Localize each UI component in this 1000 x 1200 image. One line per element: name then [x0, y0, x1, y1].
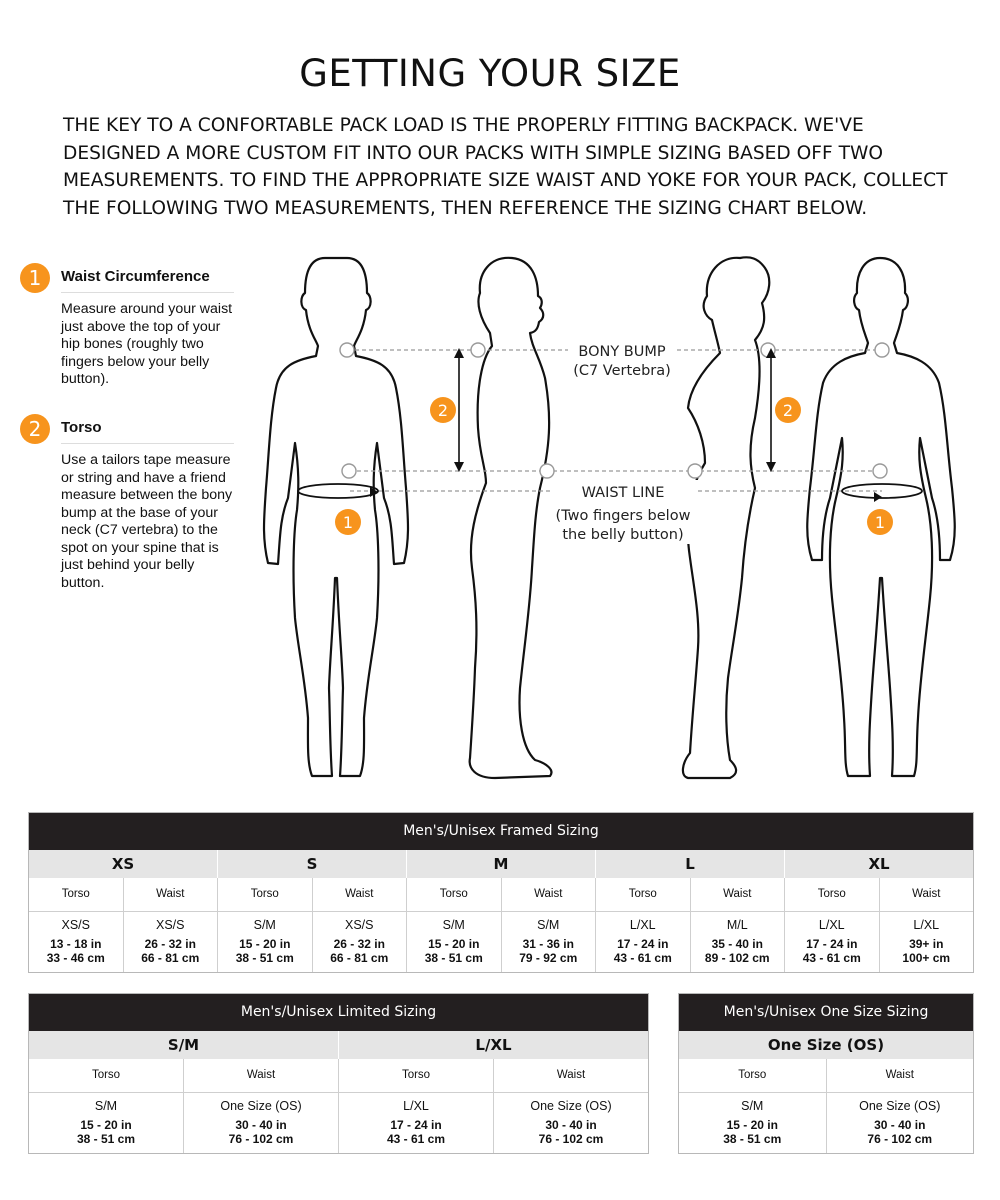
size-cell: One Size (OS) 30 - 40 in 76 - 102 cm: [183, 1093, 338, 1153]
step-title: Waist Circumference: [61, 268, 234, 293]
size-heading: S: [217, 850, 406, 878]
size-heading: XS: [111, 855, 135, 873]
step-number-badge: 2: [20, 414, 50, 444]
size-cell: XS/S 13 - 18 in 33 - 46 cm: [46, 918, 105, 965]
step-number-badge: 1: [20, 263, 50, 293]
column-label: Torso: [595, 878, 690, 911]
size-cell: M/L 35 - 40 in 89 - 102 cm: [690, 912, 785, 972]
step-description: Use a tailors tape measure or string and have a friend measure between the bony bump at the base of your neck (C7 vertebra) to the spot on your spine that is just behind your belly button.: [61, 452, 233, 591]
waist-note: the belly button): [562, 527, 684, 543]
waist-dot: [873, 464, 887, 478]
bony-bump-dot: [340, 343, 354, 357]
column-label: Torso: [91, 1069, 121, 1081]
column-label: Waist: [690, 878, 785, 911]
page-title: GETTING YOUR SIZE: [299, 52, 681, 95]
table-title: Men's/Unisex Framed Sizing: [29, 813, 973, 850]
column-label: Waist: [312, 878, 407, 911]
size-heading: XL: [784, 850, 973, 878]
table-row: [29, 1093, 648, 1153]
size-cell: S/M 15 - 20 in 38 - 51 cm: [406, 912, 501, 972]
waist-dot: [688, 464, 702, 478]
size-cell: S/M 15 - 20 in 38 - 51 cm: [217, 912, 312, 972]
svg-text:1: 1: [342, 513, 354, 532]
size-cell: One Size (OS) 30 - 40 in 76 - 102 cm: [826, 1093, 974, 1153]
bony-bump-label: BONY BUMP: [578, 344, 666, 360]
intro-paragraph: THE KEY TO A CONFORTABLE PACK LOAD IS THE PROPERLY FITTING BACKPACK. WE'VE DESIGNED A MORE CUSTOM FIT INTO OUR PACKS WITH SIMPLE SIZING BASED OFF TWO MEASUREMENTS. TO FIND THE APPROPRIATE SIZE WAIST AND YOKE FOR YOUR PACK, COLLECT THE FOLLOWING TWO MEASUREMENTS, THEN REFERENCE THE SIZING CHART BELOW.: [63, 115, 948, 219]
column-label: Waist: [183, 1059, 338, 1092]
column-label: Torso: [338, 1059, 493, 1092]
male-side-figure: [470, 258, 552, 778]
column-label: Torso: [406, 878, 501, 911]
column-label: Waist: [123, 878, 218, 911]
column-label: Torso: [61, 888, 90, 900]
size-cell: L/XL 39+ in 100+ cm: [879, 912, 974, 972]
table-row: [29, 912, 973, 972]
size-header-row: [29, 850, 973, 878]
table-title: Men's/Unisex One Size Sizing: [679, 994, 973, 1031]
column-label-row: [29, 878, 973, 912]
size-cell: XS/S 26 - 32 in 66 - 81 cm: [123, 912, 218, 972]
column-label: Waist: [826, 1059, 974, 1092]
waist-line-label: WAIST LINE: [581, 485, 665, 501]
size-heading: One Size (OS): [767, 1036, 885, 1054]
framed-sizing-table: [28, 812, 974, 973]
limited-sizing-table: [28, 993, 649, 1154]
waist-note: (Two fingers below: [555, 508, 691, 524]
svg-text:2: 2: [437, 401, 449, 420]
step-title: Torso: [61, 419, 234, 444]
step-description: Measure around your waist just above the top of your hip bones (roughly two fingers below your belly button).: [61, 301, 233, 387]
column-label: Torso: [738, 1069, 767, 1081]
svg-text:1: 1: [874, 513, 886, 532]
size-header-row: [679, 1031, 973, 1059]
waist-dot: [342, 464, 356, 478]
size-cell: L/XL 17 - 24 in 43 - 61 cm: [595, 912, 690, 972]
size-heading: L/XL: [338, 1031, 648, 1059]
size-heading: M: [406, 850, 595, 878]
size-heading: S/M: [167, 1036, 200, 1054]
column-label: Waist: [879, 878, 974, 911]
torso-number-badge: [430, 397, 801, 423]
column-label: Waist: [493, 1059, 648, 1092]
size-cell: S/M 15 - 20 in 38 - 51 cm: [76, 1099, 136, 1146]
column-label: Waist: [501, 878, 596, 911]
c7-label: (C7 Vertebra): [573, 363, 671, 379]
column-label: Torso: [784, 878, 879, 911]
size-cell: One Size (OS) 30 - 40 in 76 - 102 cm: [493, 1093, 648, 1153]
column-label-row: [679, 1059, 973, 1093]
table-row: [679, 1093, 973, 1153]
size-cell: L/XL 17 - 24 in 43 - 61 cm: [784, 912, 879, 972]
size-cell: XS/S 26 - 32 in 66 - 81 cm: [312, 912, 407, 972]
body-measurement-diagram: [250, 248, 990, 788]
one-size-sizing-table: [678, 993, 974, 1154]
svg-text:2: 2: [782, 401, 794, 420]
column-label-row: [29, 1059, 648, 1093]
size-cell: S/M 15 - 20 in 38 - 51 cm: [723, 1099, 782, 1146]
size-header-row: [29, 1031, 648, 1059]
size-cell: S/M 31 - 36 in 79 - 92 cm: [501, 912, 596, 972]
table-title: Men's/Unisex Limited Sizing: [29, 994, 648, 1031]
bony-bump-dot: [471, 343, 485, 357]
waist-dot: [540, 464, 554, 478]
size-cell: L/XL 17 - 24 in 43 - 61 cm: [338, 1093, 493, 1153]
size-heading: L: [595, 850, 784, 878]
column-label: Torso: [217, 878, 312, 911]
bony-bump-dot: [875, 343, 889, 357]
